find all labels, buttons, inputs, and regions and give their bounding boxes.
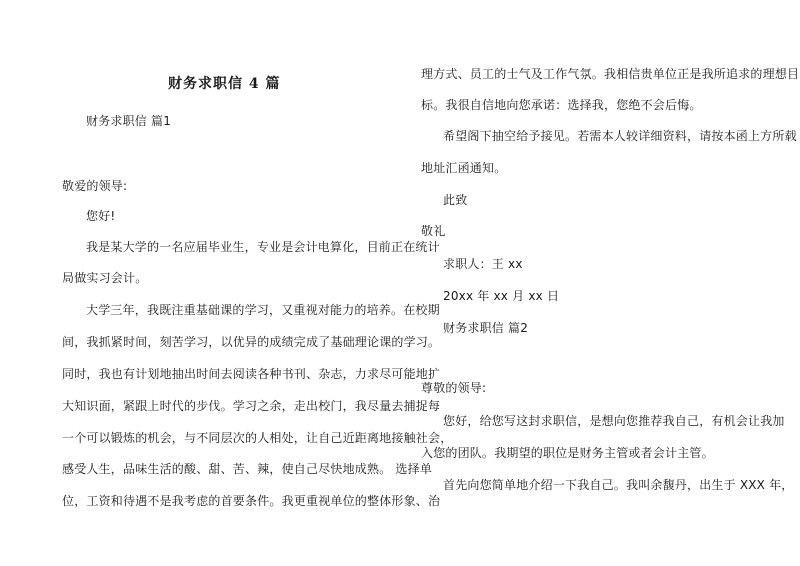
- section-heading-2: 财务求职信 篇2: [443, 321, 529, 335]
- body-line: 首先向您简单地介绍一下我自己。我叫余馥丹，出生于 XXX 年，: [443, 478, 794, 492]
- salutation: 敬爱的领导:: [62, 179, 128, 193]
- sender-name: 求职人：王 xx: [443, 257, 523, 271]
- letter-date: 20xx 年 xx 月 xx 日: [443, 289, 560, 303]
- body-line: 同时，我也有计划地抽出时间去阅读各种书刊、杂志，力求尽可能地扩: [62, 367, 441, 381]
- body-line: 位，工资和待遇不是我考虑的首要条件。我更重视单位的整体形象、治: [62, 494, 441, 508]
- body-line: 地址汇函通知。: [421, 161, 507, 175]
- body-line: 理方式、员工的士气及工作气氛。我相信贵单位正是我所追求的理想目: [421, 67, 800, 81]
- body-line: 希望阁下抽空给予接见。若需本人较详细资料，请按本函上方所载: [443, 129, 797, 143]
- section-heading-1: 财务求职信 篇1: [86, 114, 172, 128]
- body-line: 大学三年，我既注重基础课的学习，又重视对能力的培养。在校期: [86, 303, 440, 317]
- body-line: 局做实习会计。: [62, 271, 148, 285]
- body-line: 标。我很自信地向您承诺：选择我，您绝不会后悔。: [421, 98, 702, 112]
- body-line: 您好，给您写这封求职信，是想向您推荐我自己，有机会让我加: [443, 414, 785, 428]
- closing-phrase: 此致: [443, 193, 468, 207]
- closing-salute: 敬礼: [421, 224, 446, 238]
- body-line: 一个可以锻炼的机会，与不同层次的人相处，让自己近距离地接触社会，: [62, 431, 453, 445]
- body-line: 大知识面，紧跟上时代的步伐。学习之余，走出校门，我尽量去捕捉每: [62, 399, 441, 413]
- body-line: 感受人生，品味生活的酸、甜、苦、辣，使自己尽快地成熟。 选择单: [62, 462, 433, 476]
- body-line: 入您的团队。我期望的职位是财务主管或者会计主管。: [421, 446, 714, 460]
- body-line: 我是某大学的一名应届毕业生，专业是会计电算化，目前正在统计: [86, 240, 440, 254]
- body-line: 间，我抓紧时间，刻苦学习，以优异的成绩完成了基础理论课的学习。: [62, 335, 441, 349]
- greeting: 您好!: [86, 209, 116, 223]
- salutation: 尊敬的领导:: [421, 381, 487, 395]
- document-title: 财务求职信 4 篇: [168, 76, 281, 92]
